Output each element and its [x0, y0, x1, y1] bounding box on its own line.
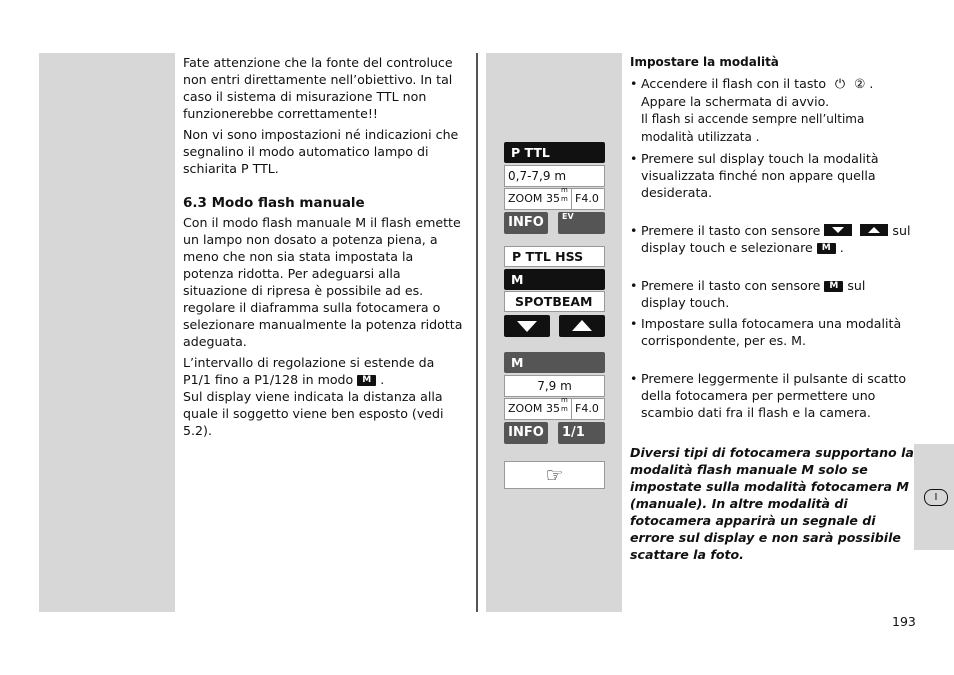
step-6: • Premere leggermente il pulsante di scatto della fotocamera per permettere uno scambio dati fra il flash e la camera. [630, 371, 907, 420]
pointing-hand-box [504, 461, 605, 489]
ev-label: EV [562, 212, 574, 221]
spotbeam-label: SPOTBEAM [515, 294, 593, 309]
step-3: • Premere il tasto con sensore sul display touch e selezionare M . [630, 223, 911, 255]
mode-m-icon: M [357, 375, 376, 386]
step-4-end: sul display touch. [641, 278, 866, 310]
mm-bottom-2: m [561, 405, 568, 413]
range-paragraph [183, 354, 465, 439]
camera-note: Diversi tipi di fotocamera supportano la modalità flash manuale M solo se impostate sulla modalità fotocamera M (manuale). In altre modalità di fotocamera apparirà un segnale di errore sul display e non sarà possibile scattare la foto. [630, 445, 914, 562]
step-1-note: Il flash si accende sempre nell’ultima modalità utilizzata . [641, 112, 865, 144]
arrow-up-button[interactable] [559, 315, 605, 337]
fstop-value: F4.0 [575, 192, 599, 205]
step-3-sul: sul [892, 223, 911, 238]
intro-paragraph-2: Non vi sono impostazioni né indicazioni che segnalino il modo automatico lampo di schiarita P TTL. [183, 127, 459, 176]
range-text: L’intervallo di regolazione si estende da P1/1 fino a P1/128 in modo [183, 355, 435, 387]
step-3-end: . [839, 240, 844, 255]
display-range-box [504, 165, 605, 187]
pointing-hand-icon: ☞ [545, 463, 564, 487]
step-1-text: Accendere il flash con il tasto [641, 76, 827, 91]
pttl-hss-label: P TTL HSS [512, 249, 584, 264]
step-2-text: Premere sul display touch la modalità visualizzata finché non appare quella desiderata. [641, 151, 879, 200]
arrow-up-icon [860, 224, 888, 236]
step-5: • Impostare sulla fotocamera una modalità corrispondente, per es. M. [630, 316, 902, 348]
step-5-text: Impostare sulla fotocamera una modalità corrispondente, per es. M. [641, 316, 902, 348]
step-4: • Premere il tasto con sensore M sul display touch. [630, 278, 866, 310]
ev-button[interactable] [558, 212, 605, 234]
zoom-label: ZOOM [508, 192, 543, 205]
zoom-value: 35 [546, 192, 560, 205]
right-heading: Impostare la modalità [630, 55, 779, 69]
range-text-end: . [380, 372, 385, 387]
step-1-ref: ② . [854, 76, 874, 91]
display-zoom-box [504, 188, 605, 210]
display-distance-box [504, 375, 605, 397]
step-4-text: Premere il tasto con sensore [641, 278, 821, 293]
spotbeam-option[interactable] [504, 291, 605, 312]
display-distance-value: 7,9 m [537, 379, 572, 393]
mm-top-2: m [561, 396, 568, 404]
mm-bottom: m [561, 195, 568, 203]
arrow-down-button[interactable] [504, 315, 550, 337]
step-2: • Premere sul display touch la modalità visualizzata finché non appare quella desiderata. [630, 151, 879, 200]
zoom-value-2: 35 [546, 402, 560, 415]
mm-top: m [561, 186, 568, 194]
right-text-column [630, 54, 914, 563]
mode-m-icon-2: M [817, 243, 836, 254]
power-icon: ⏻ [834, 77, 846, 92]
mode-m-icon-3: M [824, 281, 843, 292]
step-3-select: display touch e selezionare [641, 240, 813, 255]
step-1: • Accendere il flash con il tasto ⏻ ② . Appare la schermata di avvio. Il flash si accende sempre nell’ultima modalità utilizzata . [630, 76, 874, 144]
left-margin-panel [39, 53, 175, 612]
step-6-text: Premere leggermente il pulsante di scatto della fotocamera per permettere uno scambio dati fra il flash e la camera. [641, 371, 907, 420]
zoom-label-2: ZOOM [508, 402, 543, 415]
info-button-2[interactable]: INFO [504, 422, 548, 444]
display-zoom-box-2 [504, 398, 605, 420]
left-text-column [183, 54, 465, 439]
pttl-hss-option[interactable] [504, 246, 605, 267]
distance-text: Sul display viene indicata la distanza alla quale il soggetto viene ben esposto (vedi 5.2). [183, 389, 444, 438]
language-tab-label: I [924, 489, 948, 506]
step-3-text: Premere il tasto con sensore [641, 223, 821, 238]
info-button[interactable]: INFO [504, 212, 548, 234]
display-range-value: 0,7-7,9 m [508, 169, 567, 183]
display-m-bar: M [504, 352, 605, 373]
step-1-startup: Appare la schermata di avvio. [641, 94, 830, 109]
page-number: 193 [892, 614, 916, 629]
display-pttl-bar: P TTL [504, 142, 605, 163]
intro-paragraph-1: Fate attenzione che la fonte del controluce non entri direttamente nell’obiettivo. In tal caso il sistema di misurazione TTL non funzionerebbe correttamente!! [183, 55, 453, 121]
column-divider [476, 53, 478, 612]
section-heading: 6.3 Modo flash manuale [183, 195, 365, 211]
manual-mode-paragraph: Con il modo flash manuale M il flash emette un lampo non dosato a potenza piena, a meno che non sia stata impostata la potenza ridotta. Per adeguarsi alla situazione di ripresa è possibile ad es. regolare il diaframma sulla fotocamera o selezionare manualmente la potenza ridotta adeguata. [183, 215, 463, 349]
power-ratio-button[interactable]: 1/1 [558, 422, 605, 444]
fstop-value-2: F4.0 [575, 402, 599, 415]
arrow-down-icon [824, 224, 852, 236]
m-option-selected[interactable]: M [504, 269, 605, 290]
